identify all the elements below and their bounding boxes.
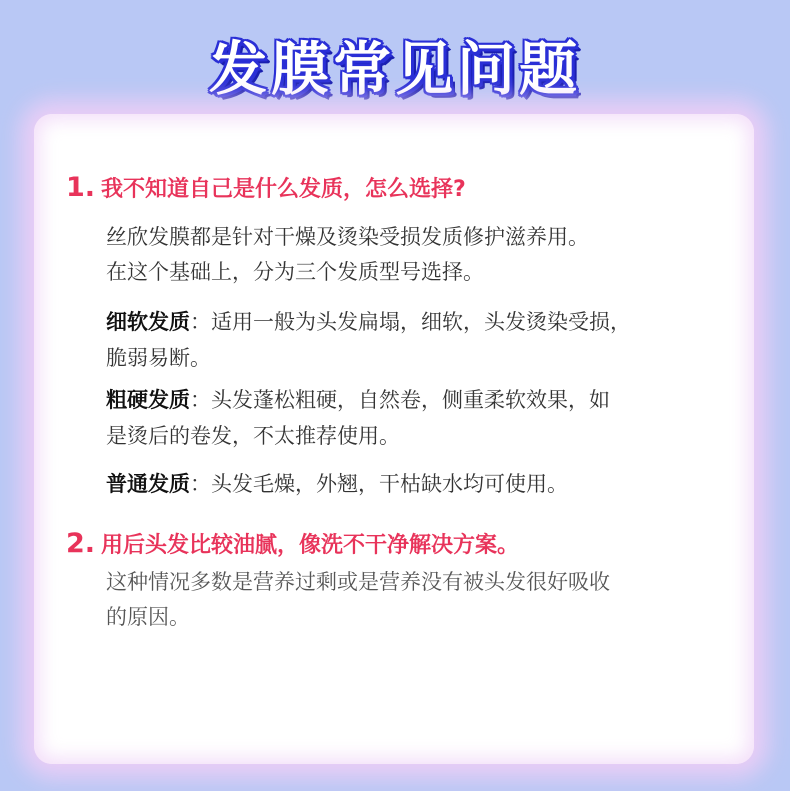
q1-intro-line-1: 丝欣发膜都是针对干燥及烫染受损发质修护滋养用。	[106, 225, 589, 249]
hair-type-fine-desc: 适用一般为头发扁塌，细软，头发烫染受损，	[211, 310, 631, 334]
hair-type-fine	[106, 306, 631, 336]
question-2-number: 2.	[66, 528, 96, 559]
question-1-text: 我不知道自己是什么发质，怎么选择?	[101, 177, 466, 202]
hair-type-coarse-desc-cont: 是烫后的卷发，不太推荐使用。	[106, 424, 400, 448]
hair-type-coarse-sep: ：	[190, 388, 211, 412]
hair-type-normal-label: 普通发质	[106, 472, 190, 496]
question-1-number: 1.	[66, 172, 96, 203]
hair-type-fine-desc-cont: 脆弱易断。	[106, 346, 211, 370]
q2-answer-line-1: 这种情况多数是营养过剩或是营养没有被头发很好吸收	[106, 570, 610, 594]
q1-intro-line-2: 在这个基础上，分为三个发质型号选择。	[106, 260, 484, 284]
question-2-text: 用后头发比较油腻，像洗不干净解决方案。	[101, 533, 520, 558]
hair-type-normal	[106, 468, 568, 498]
hair-type-fine-label: 细软发质	[106, 310, 190, 334]
q2-answer-line-2: 的原因。	[106, 605, 190, 629]
hair-type-coarse	[106, 384, 610, 414]
question-1	[66, 172, 466, 203]
hair-type-normal-sep: ：	[190, 472, 211, 496]
hair-type-fine-sep: ：	[190, 310, 211, 334]
question-2	[66, 528, 519, 559]
page-title: 发膜常见问题	[208, 35, 581, 103]
hair-type-normal-desc: 头发毛燥，外翘，干枯缺水均可使用。	[211, 472, 568, 496]
hair-type-coarse-desc: 头发蓬松粗硬，自然卷，侧重柔软效果，如	[211, 388, 610, 412]
hair-type-coarse-label: 粗硬发质	[106, 388, 190, 412]
